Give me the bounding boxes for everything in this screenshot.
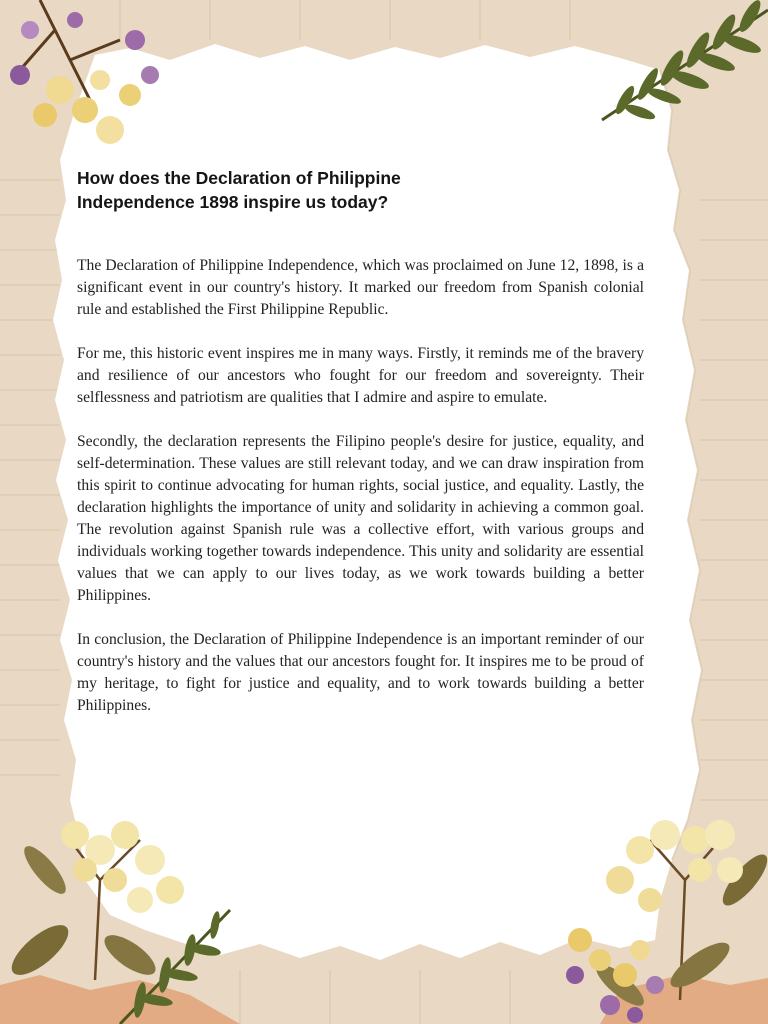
paragraph-firstly: For me, this historic event inspires me in many ways. Firstly, it reminds me of the bravery and resilience of our ancestors who fought for our freedom and sovereignty. Their selflessness and patriotism are qualities that I admire and aspire to emulate. bbox=[77, 345, 644, 406]
paragraph-conclusion: In conclusion, the Declaration of Philippine Independence is an important reminder of our country's history and the values that our ancestors fought for. It inspires me to be proud of my heritage, to fight for justice and equality, and to work towards building a better Philippines. bbox=[77, 631, 644, 714]
document-body bbox=[77, 255, 644, 717]
torn-paper-bottom bbox=[0, 975, 240, 1024]
paragraph-secondly: Secondly, the declaration represents the Filipino people's desire for justice, equality, and self-determination. These values are still relevant today, and we can draw inspiration from this spirit to continue advocating for human rights, social justice, and equality. Lastly, the declaration highlights the importance of unity and solidarity in achieving a common goal. The revolution against Spanish rule was a collective effort, with various groups and individuals working together towards independence. This unity and solidarity are essential values that we can apply to our lives today, as we work towards building a better Philippines. bbox=[77, 433, 644, 604]
document-content bbox=[77, 166, 644, 739]
page-title: How does the Declaration of Philippine Independence 1898 inspire us today? bbox=[77, 168, 401, 212]
paragraph-intro: The Declaration of Philippine Independence, which was proclaimed on June 12, 1898, is a significant event in our country's history. It marked our freedom from Spanish colonial rule and established the First Philippine Republic. bbox=[77, 257, 644, 318]
